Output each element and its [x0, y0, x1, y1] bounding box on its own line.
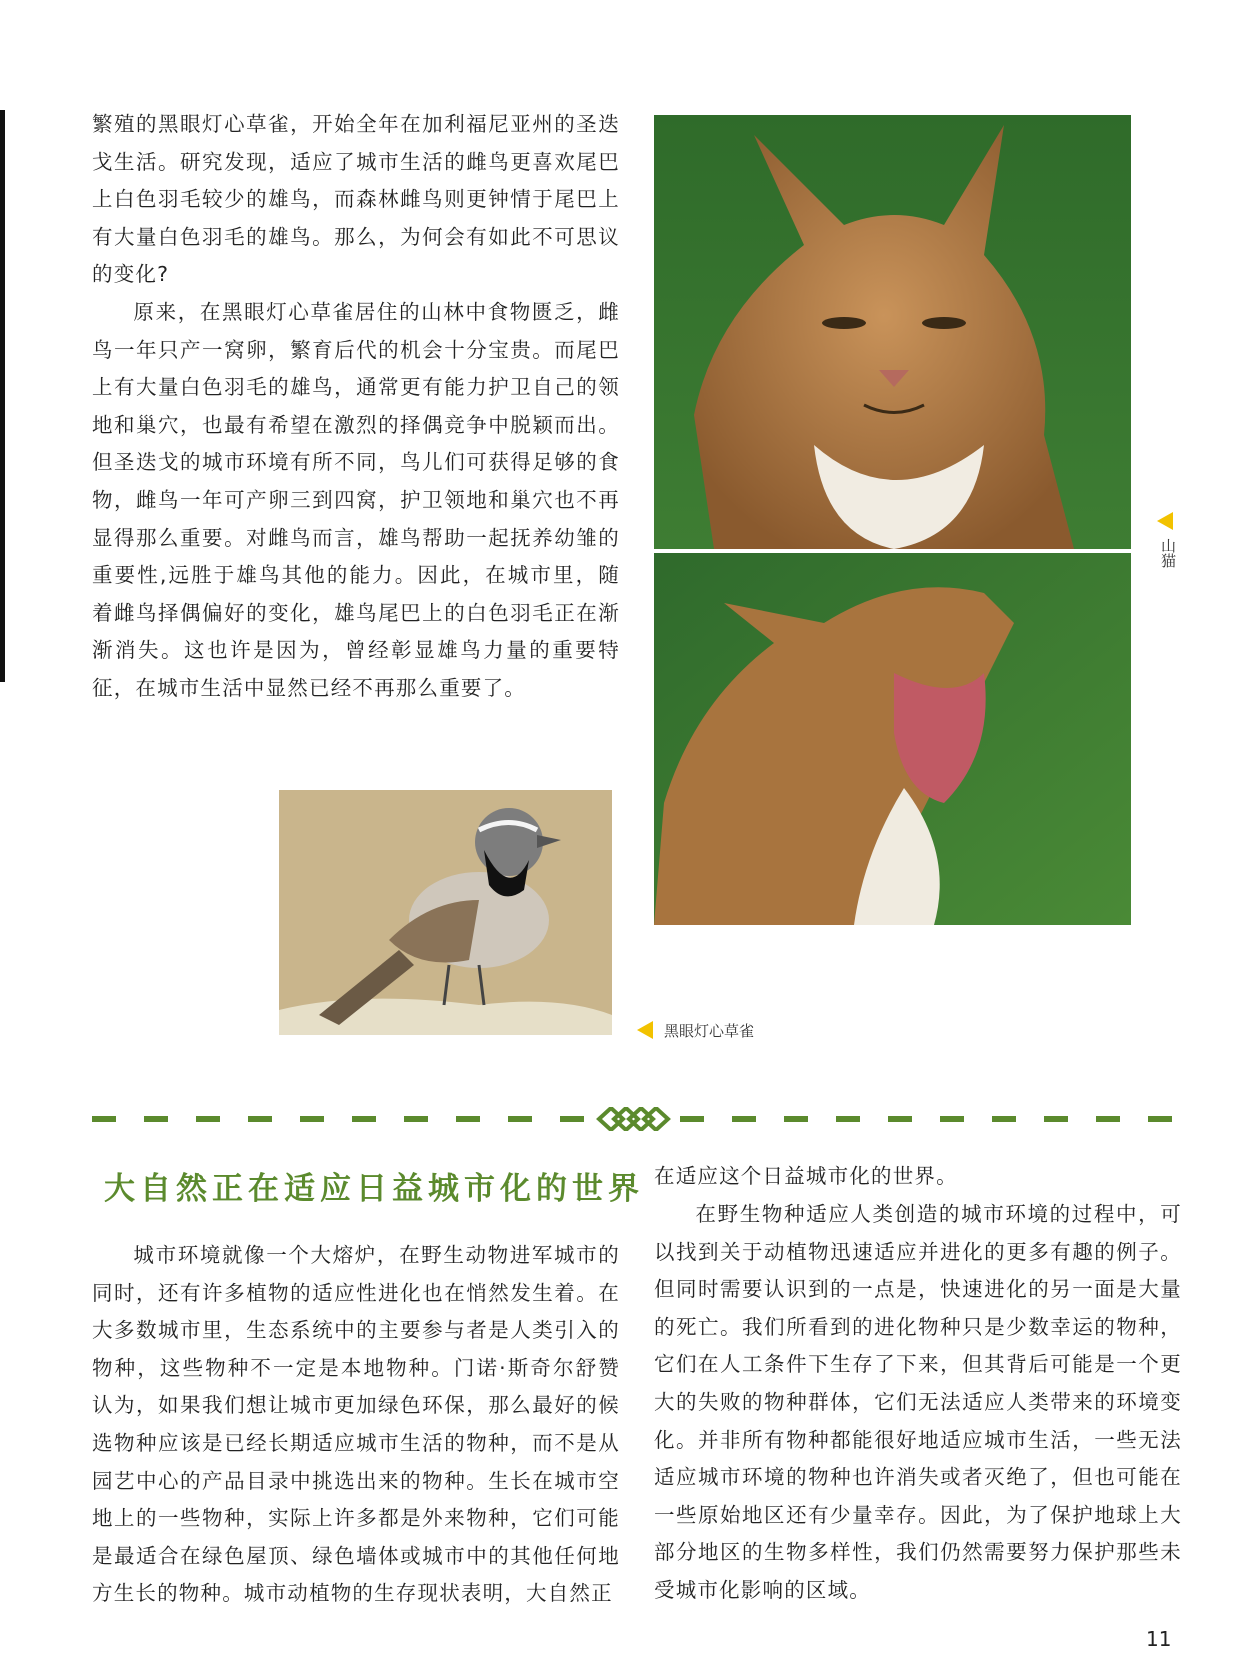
lynx-portrait-image [654, 115, 1131, 549]
bird-caption: 黑眼灯心草雀 [664, 1022, 755, 1040]
caption-marker-icon [637, 1021, 653, 1039]
lynx-photo-bottom [654, 553, 1131, 925]
lynx-photo-top [654, 115, 1131, 549]
section-divider [92, 1107, 1180, 1131]
lynx-caption: 山猫 [1159, 538, 1177, 568]
caption-marker-icon [1157, 512, 1173, 530]
section-title: 大自然正在适应日益城市化的世界 [104, 1171, 644, 1207]
page-number: 11 [1146, 1627, 1172, 1651]
section-right-paragraph-1: 在适应这个日益城市化的世界。 [654, 1164, 958, 1188]
diamond-ornament-icon [599, 1108, 668, 1130]
section-left-paragraph: 城市环境就像一个大熔炉，在野生动物进军城市的同时，还有许多植物的适应性进化也在悄然发生着。在大多数城市里，生态系统中的主要参与者是人类引入的物种，这些物种不一定是本地物种。门诺·斯奇尔舒赞认为，如果我们想让城市更加绿色环保，那么最好的候选物种应该是已经长期适应城市生活的物种，而不是从园艺中心的产品目录中挑选出来的物种。生长在城市空地上的一些物种，实际上许多都是外来物种，它们可能是最适合在绿色屋顶、绿色墙体或城市中的其他任何地方生长的物种。城市动植物的生存现状表明，大自然正 [92, 1243, 620, 1606]
margin-bar [0, 110, 5, 682]
sparrow-image [279, 790, 612, 1035]
body-paragraph-1: 繁殖的黑眼灯心草雀，开始全年在加利福尼亚州的圣迭戈生活。研究发现，适应了城市生活的雌鸟更喜欢尾巴上白色羽毛较少的雄鸟，而森林雌鸟则更钟情于尾巴上有大量白色羽毛的雄鸟。那么，为何会有如此不可思议的变化? [92, 112, 620, 287]
section-right-paragraph-2: 在野生物种适应人类创造的城市环境的过程中，可以找到关于动植物迅速适应并进化的更多有趣的例子。但同时需要认识到的一点是，快速进化的另一面是大量的死亡。我们所看到的进化物种只是少数幸运的物种，它们在人工条件下生存了下来，但其背后可能是一个更大的失败的物种群体，它们无法适应人类带来的环境变化。并非所有物种都能很好地适应城市生活，一些无法适应城市环境的物种也许消失或者灭绝了，但也可能在一些原始地区还有少量幸存。因此，为了保护地球上大部分地区的生物多样性，我们仍然需要努力保护那些未受城市化影响的区域。 [654, 1202, 1182, 1602]
body-paragraph-2: 原来，在黑眼灯心草雀居住的山林中食物匮乏，雌鸟一年只产一窝卵，繁育后代的机会十分宝贵。而尾巴上有大量白色羽毛的雄鸟，通常更有能力护卫自己的领地和巢穴，也最有希望在激烈的择偶竞争中脱颖而出。但圣迭戈的城市环境有所不同，鸟儿们可获得足够的食物，雌鸟一年可产卵三到四窝，护卫领地和巢穴也不再显得那么重要。对雌鸟而言，雄鸟帮助一起抚养幼雏的重要性,远胜于雄鸟其他的能力。因此，在城市里，随着雌鸟择偶偏好的变化，雄鸟尾巴上的白色羽毛正在渐渐消失。这也许是因为，曾经彰显雄鸟力量的重要特征，在城市生活中显然已经不再那么重要了。 [92, 300, 620, 700]
bird-photo [279, 790, 612, 1035]
lynx-yawning-image [654, 553, 1131, 925]
